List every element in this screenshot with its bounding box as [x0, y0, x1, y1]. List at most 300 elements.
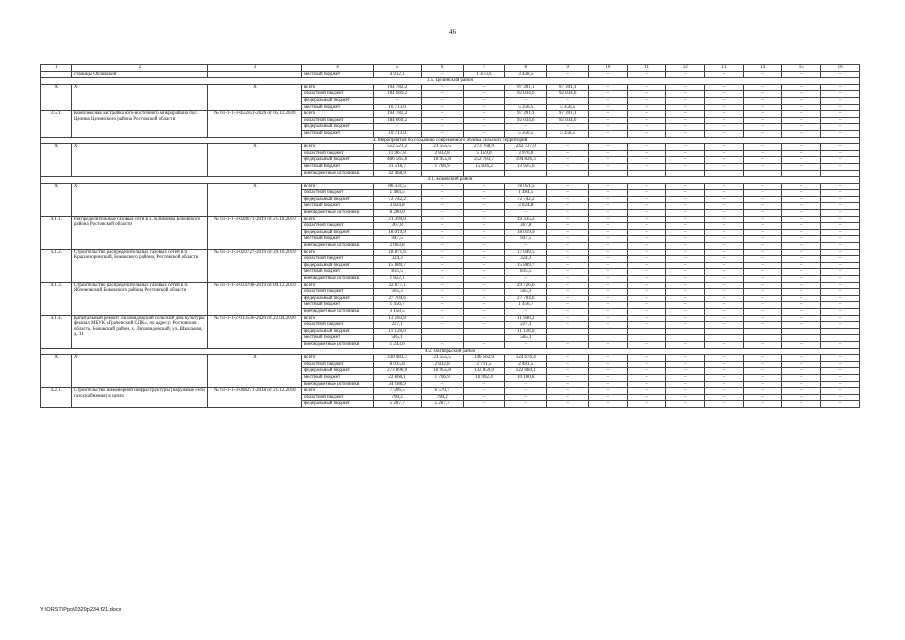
amount-cell: – [547, 183, 589, 190]
amount-cell: – [821, 183, 860, 190]
amount-cell: – [505, 124, 547, 131]
amount-cell [627, 328, 666, 335]
amount-cell: – [589, 243, 628, 250]
amount-cell: – [782, 163, 821, 170]
funding-source: внебюджетные источники [302, 210, 373, 217]
amount-cell: – [705, 374, 744, 381]
column-number: 10 [589, 65, 628, 72]
footer-file-path: Y:\ORST\Ppo\0329p234.f21.docx [40, 607, 122, 613]
amount-cell: – [705, 269, 744, 276]
amount-cell: – [421, 269, 463, 276]
funding-source: областной бюджет [302, 91, 373, 98]
amount-cell: – [666, 289, 705, 296]
amount-cell: – [589, 216, 628, 223]
amount-cell: – [421, 130, 463, 137]
amount-cell: – [705, 91, 744, 98]
table-row [41, 71, 860, 78]
item-number: 4.1.2. [41, 249, 72, 282]
amount-cell: 32 877,1 [373, 282, 421, 289]
amount-cell: – [782, 216, 821, 223]
amount-cell: – [705, 341, 744, 348]
amount-cell: – [743, 394, 782, 401]
amount-cell: 1 473,6 [463, 71, 505, 78]
amount-cell [589, 328, 628, 335]
amount-cell: 367,8 [505, 223, 547, 230]
amount-cell: 97 391,1 [547, 111, 589, 118]
amount-cell: – [505, 97, 547, 104]
amount-cell: – [782, 117, 821, 124]
amount-cell: 3 824,8 [505, 203, 547, 210]
amount-cell: 947,5 [373, 236, 421, 243]
amount-cell: 6 570,7 [421, 388, 463, 395]
amount-cell: – [589, 104, 628, 111]
amount-cell: – [705, 282, 744, 289]
amount-cell: – [589, 117, 628, 124]
amount-cell: – [463, 249, 505, 256]
amount-cell: – [782, 401, 821, 408]
amount-cell: – [666, 130, 705, 137]
amount-cell: – [589, 157, 628, 164]
amount-cell: – [705, 315, 744, 322]
amount-cell: – [705, 210, 744, 217]
amount-cell: – [421, 289, 463, 296]
amount-cell [589, 335, 628, 342]
funding-source: федеральный бюджет [302, 124, 373, 131]
amount-cell: – [463, 401, 505, 408]
amount-cell: – [547, 381, 589, 388]
amount-cell: – [589, 124, 628, 131]
amount-cell: – [463, 295, 505, 302]
expertise-number: Х [208, 84, 302, 110]
amount-cell: – [666, 91, 705, 98]
object-name: Х [72, 183, 208, 216]
amount-cell: 92 034,6 [505, 91, 547, 98]
amount-cell: – [743, 315, 782, 322]
amount-cell: – [589, 394, 628, 401]
amount-cell: 15 826,2 [463, 163, 505, 170]
amount-cell: 27 704,6 [505, 295, 547, 302]
amount-cell: 132 859,0 [463, 368, 505, 375]
amount-cell: – [627, 84, 666, 91]
funding-source: всего [302, 216, 373, 223]
amount-cell: – [627, 249, 666, 256]
amount-cell: – [589, 256, 628, 263]
column-number: 8 [505, 65, 547, 72]
amount-cell: – [627, 150, 666, 157]
amount-cell: – [589, 203, 628, 210]
amount-cell: – [782, 196, 821, 203]
amount-cell: – [627, 144, 666, 151]
table-row [41, 282, 860, 289]
amount-cell: 17 049,5 [505, 249, 547, 256]
amount-cell [821, 170, 860, 177]
funding-source: внебюджетные источники [302, 276, 373, 283]
amount-cell: – [666, 203, 705, 210]
item-number: 4.1.1. [41, 216, 72, 249]
amount-cell: – [782, 97, 821, 104]
amount-cell: 18 871,6 [373, 249, 421, 256]
amount-cell: – [589, 262, 628, 269]
amount-cell: – [627, 289, 666, 296]
amount-cell: – [666, 157, 705, 164]
amount-cell: 947,5 [505, 236, 547, 243]
amount-cell: – [421, 203, 463, 210]
amount-cell: – [627, 104, 666, 111]
section-row [41, 348, 860, 355]
amount-cell: – [705, 144, 744, 151]
amount-cell: – [821, 124, 860, 131]
amount-cell: – [666, 124, 705, 131]
amount-cell: 5 159,0 [463, 150, 505, 157]
table-row [41, 111, 860, 118]
amount-cell: 3 150,5 [373, 308, 421, 315]
amount-cell: – [463, 104, 505, 111]
amount-cell: – [705, 289, 744, 296]
amount-cell: 92 034,6 [547, 91, 589, 98]
table-row [41, 84, 860, 91]
amount-cell: – [743, 243, 782, 250]
amount-cell [821, 335, 860, 342]
amount-cell: 92 034,6 [547, 117, 589, 124]
amount-cell: – [705, 256, 744, 263]
column-number: 2 [72, 65, 208, 72]
funding-source: областной бюджет [302, 322, 373, 329]
funding-source: внебюджетные источники [302, 381, 373, 388]
amount-cell: – [421, 97, 463, 104]
amount-cell: – [821, 381, 860, 388]
amount-cell: – [821, 401, 860, 408]
amount-cell: – [666, 190, 705, 197]
funding-source: местный бюджет [302, 130, 373, 137]
table-row [41, 183, 860, 190]
amount-cell: – [589, 401, 628, 408]
amount-cell: – [743, 269, 782, 276]
object-name: Строительство инженерной инфраструктуры (наружные сети газоснабжения) в целях [72, 388, 208, 408]
amount-cell: – [743, 203, 782, 210]
amount-cell: – [821, 236, 860, 243]
amount-cell: 790,2 [373, 394, 421, 401]
funding-source: местный бюджет [302, 335, 373, 342]
amount-cell: – [705, 157, 744, 164]
amount-cell: – [589, 322, 628, 329]
amount-cell: – [743, 190, 782, 197]
amount-cell: 7 506,5 [373, 388, 421, 395]
amount-cell: – [463, 223, 505, 230]
funding-source: областной бюджет [302, 150, 373, 157]
amount-cell: – [666, 361, 705, 368]
amount-cell: – [666, 111, 705, 118]
amount-cell: – [743, 117, 782, 124]
item-number: Х [41, 183, 72, 216]
amount-cell: – [547, 388, 589, 395]
amount-cell [743, 335, 782, 342]
amount-cell: – [547, 302, 589, 309]
amount-cell: – [421, 117, 463, 124]
amount-cell: – [666, 388, 705, 395]
amount-cell: 1 456,7 [373, 302, 421, 309]
object-name: Капитальный ремонт Лиховидовский сельский дом культуры филиал МБУК «Граченский СДК», по адресу: Ростовская область, Боковский район, х. Лиховидовский, ул. Школьная, д. 11 [72, 315, 208, 348]
amount-cell: – [666, 104, 705, 111]
amount-cell: 5 356,5 [505, 130, 547, 137]
amount-cell: – [627, 124, 666, 131]
amount-cell: – [589, 302, 628, 309]
amount-cell: – [589, 374, 628, 381]
amount-cell: – [589, 210, 628, 217]
amount-cell: – [782, 249, 821, 256]
amount-cell: – [627, 374, 666, 381]
amount-cell: – [589, 130, 628, 137]
amount-cell: – [589, 361, 628, 368]
amount-cell: – [627, 117, 666, 124]
amount-cell: 10 713,0 [373, 130, 421, 137]
table-row [41, 315, 860, 322]
amount-cell: – [421, 256, 463, 263]
amount-cell: – [821, 71, 860, 78]
amount-cell: 466 565,8 [373, 157, 421, 164]
amount-cell: 835,5 [373, 269, 421, 276]
amount-cell [743, 328, 782, 335]
table-row [41, 144, 860, 151]
amount-cell: – [547, 322, 589, 329]
amount-cell: – [782, 262, 821, 269]
amount-cell: – [821, 243, 860, 250]
amount-cell: – [547, 262, 589, 269]
amount-cell: – [463, 381, 505, 388]
amount-cell: – [421, 276, 463, 283]
amount-cell: – [463, 269, 505, 276]
amount-cell: 4 912,1 [373, 71, 421, 78]
amount-cell: – [627, 203, 666, 210]
amount-cell: 31 518,7 [373, 163, 421, 170]
amount-cell: 11 940,2 [505, 315, 547, 322]
amount-cell: – [547, 308, 589, 315]
column-number: 7 [463, 65, 505, 72]
amount-cell: – [463, 302, 505, 309]
amount-cell: – [743, 216, 782, 223]
amount-cell [743, 170, 782, 177]
amount-cell: – [547, 163, 589, 170]
amount-cell: 122 084,1 [505, 368, 547, 375]
amount-cell: 3 824,8 [373, 203, 421, 210]
funding-source: всего [302, 249, 373, 256]
item-number: Х [41, 144, 72, 177]
amount-cell: – [463, 91, 505, 98]
column-number-row [41, 65, 860, 72]
section-title: 4.2. Октябрьский район [41, 348, 860, 355]
amount-cell: – [705, 243, 744, 250]
amount-cell: – [705, 381, 744, 388]
amount-cell: 86 331,5 [373, 183, 421, 190]
amount-cell: 13 925,6 [505, 163, 547, 170]
amount-cell: – [821, 249, 860, 256]
amount-cell: – [666, 374, 705, 381]
amount-cell: – [782, 341, 821, 348]
amount-cell: – [547, 124, 589, 131]
funding-source: внебюджетные источники [302, 170, 373, 177]
amount-cell: – [373, 97, 421, 104]
item-number [41, 71, 72, 78]
amount-cell: – [463, 236, 505, 243]
funding-source: областной бюджет [302, 256, 373, 263]
column-number: 3 [208, 65, 302, 72]
amount-cell: – [666, 295, 705, 302]
amount-cell: – [421, 216, 463, 223]
amount-cell: – [547, 341, 589, 348]
amount-cell: – [782, 302, 821, 309]
amount-cell: – [421, 71, 463, 78]
amount-cell: – [782, 190, 821, 197]
amount-cell: 72 742,2 [505, 196, 547, 203]
expertise-number: № 61-1-1-2-013536-2020 от 22.04.2020 [208, 315, 302, 348]
amount-cell: – [705, 216, 744, 223]
amount-cell: – [743, 401, 782, 408]
amount-cell: 3 976,0 [505, 150, 547, 157]
amount-cell: – [666, 183, 705, 190]
page-number: 46 [449, 28, 456, 36]
amount-cell: – [782, 210, 821, 217]
amount-cell [547, 170, 589, 177]
amount-cell: – [666, 97, 705, 104]
amount-cell: – [782, 157, 821, 164]
amount-cell: – [666, 117, 705, 124]
amount-cell: – [821, 91, 860, 98]
amount-cell: 184 069,2 [373, 91, 421, 98]
amount-cell: – [821, 308, 860, 315]
amount-cell: – [373, 124, 421, 131]
amount-cell: – [505, 401, 547, 408]
amount-cell: – [421, 124, 463, 131]
expertise-number [208, 71, 302, 78]
amount-cell: – [421, 190, 463, 197]
amount-cell: 72 742,2 [373, 196, 421, 203]
funding-source: федеральный бюджет [302, 196, 373, 203]
amount-cell: – [743, 289, 782, 296]
funding-source: местный бюджет [302, 203, 373, 210]
amount-cell: – [666, 308, 705, 315]
amount-cell: – [821, 196, 860, 203]
funding-source: внебюджетные источники [302, 341, 373, 348]
amount-cell: 227,1 [505, 322, 547, 329]
amount-cell: – [821, 374, 860, 381]
section-title: 4.1. Боковский район [41, 177, 860, 184]
amount-cell: 194 826,3 [505, 157, 547, 164]
amount-cell: – [547, 361, 589, 368]
funding-source: областной бюджет [302, 289, 373, 296]
amount-cell: – [743, 282, 782, 289]
amount-cell: – [782, 361, 821, 368]
amount-cell: – [421, 308, 463, 315]
amount-cell: – [463, 124, 505, 131]
amount-cell: – [666, 322, 705, 329]
amount-cell: – [705, 183, 744, 190]
amount-cell: – [666, 394, 705, 401]
amount-cell: – [627, 216, 666, 223]
amount-cell: – [589, 276, 628, 283]
amount-cell: 835,5 [505, 269, 547, 276]
amount-cell: – [547, 374, 589, 381]
amount-cell: – [463, 190, 505, 197]
amount-cell: – [421, 262, 463, 269]
amount-cell: – [782, 269, 821, 276]
amount-cell: – [463, 97, 505, 104]
amount-cell [782, 335, 821, 342]
amount-cell: – [821, 295, 860, 302]
amount-cell: 273 768,9 [463, 144, 505, 151]
amount-cell [421, 335, 463, 342]
amount-cell: 10 100,8 [505, 374, 547, 381]
amount-cell: – [589, 341, 628, 348]
amount-cell: – [627, 269, 666, 276]
amount-cell: – [666, 163, 705, 170]
amount-cell: 2 063,8 [373, 243, 421, 250]
amount-cell: – [421, 91, 463, 98]
amount-cell: – [463, 84, 505, 91]
amount-cell: – [463, 276, 505, 283]
funding-source: всего [302, 84, 373, 91]
item-number: Х [41, 84, 72, 110]
amount-cell: – [782, 229, 821, 236]
amount-cell: 10 713,0 [373, 104, 421, 111]
amount-cell: 3 438,5 [505, 71, 547, 78]
amount-cell: 1 484,5 [505, 190, 547, 197]
funding-source: внебюджетные источники [302, 243, 373, 250]
amount-cell: – [589, 111, 628, 118]
amount-cell: – [666, 210, 705, 217]
amount-cell: 184 069,2 [373, 117, 421, 124]
amount-cell: – [666, 302, 705, 309]
amount-cell: – [627, 163, 666, 170]
amount-cell: – [666, 368, 705, 375]
amount-cell: – [705, 262, 744, 269]
amount-cell: 29 726,6 [505, 282, 547, 289]
amount-cell: – [743, 355, 782, 362]
amount-cell: 1 822,1 [373, 276, 421, 283]
amount-cell: – [743, 295, 782, 302]
amount-cell: 565,3 [373, 289, 421, 296]
amount-cell: – [627, 229, 666, 236]
amount-cell: – [547, 196, 589, 203]
amount-cell: 5 356,5 [505, 104, 547, 111]
funding-source: федеральный бюджет [302, 229, 373, 236]
amount-cell: – [547, 269, 589, 276]
amount-cell: – [421, 282, 463, 289]
amount-cell: – [547, 256, 589, 263]
amount-cell: – [705, 104, 744, 111]
amount-cell: – [547, 157, 589, 164]
object-name: Строительство распределительных газовых сетей в п. Яблоновский Боковского района Ростовской области [72, 282, 208, 315]
amount-cell: – [705, 130, 744, 137]
amount-cell: – [705, 394, 744, 401]
amount-cell: – [743, 374, 782, 381]
amount-cell: – [463, 210, 505, 217]
amount-cell: 8 280,0 [373, 210, 421, 217]
amount-cell [547, 335, 589, 342]
funding-source: федеральный бюджет [302, 368, 373, 375]
amount-cell: – [547, 295, 589, 302]
amount-cell: – [782, 282, 821, 289]
amount-cell [627, 170, 666, 177]
amount-cell: – [782, 243, 821, 250]
amount-cell: – [705, 97, 744, 104]
amount-cell: – [627, 282, 666, 289]
amount-cell: – [547, 282, 589, 289]
amount-cell: – [547, 394, 589, 401]
amount-cell [463, 335, 505, 342]
amount-cell: – [666, 236, 705, 243]
amount-cell: – [463, 183, 505, 190]
amount-cell: – [547, 210, 589, 217]
amount-cell: 5 287,7 [421, 401, 463, 408]
